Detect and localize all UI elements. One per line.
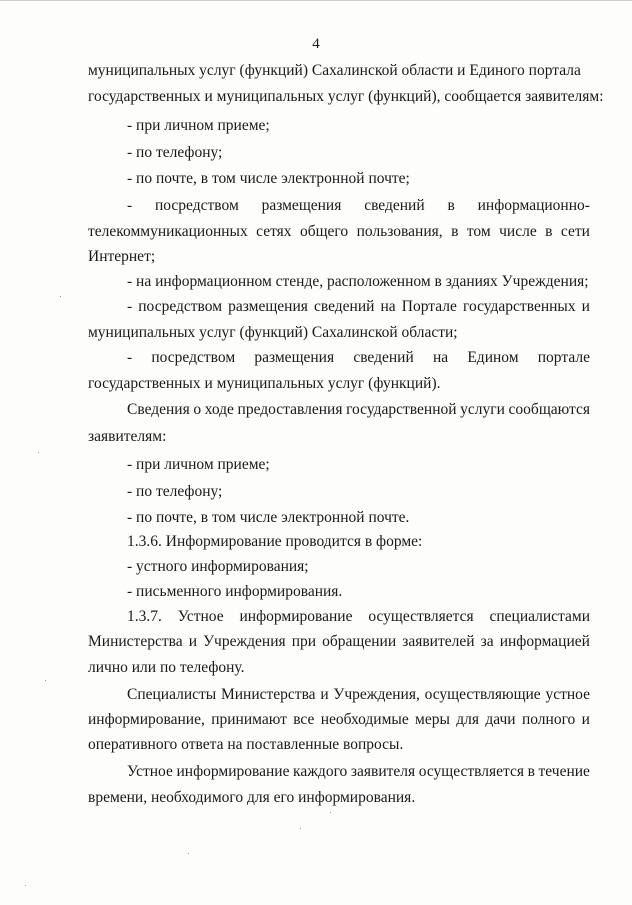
word: полного <box>521 711 576 728</box>
word: специалистами <box>489 608 590 625</box>
paragraph-specialists-line-2 <box>88 710 590 730</box>
text-line-8: Интернет; <box>88 248 156 265</box>
text-line-12 <box>127 348 590 368</box>
paragraph-oral-time-line-1 <box>127 762 590 782</box>
word: и <box>188 633 197 650</box>
word: размещения <box>228 298 308 315</box>
word: и <box>320 686 329 703</box>
scan-speck <box>330 812 331 813</box>
text-line-7 <box>88 222 590 242</box>
text-line-14 <box>127 400 590 420</box>
word: Устное <box>127 763 173 780</box>
list-item-phone: - по телефону; <box>127 144 223 161</box>
word: информирование, <box>88 711 205 728</box>
word: Устное <box>177 608 224 625</box>
word: заявителей <box>402 633 475 650</box>
word: информацией <box>499 633 590 650</box>
section-1-3-7-line-3: лично или по телефону. <box>88 659 245 676</box>
word: Министерства <box>88 633 183 650</box>
word: обращении <box>322 633 397 650</box>
paragraph-specialists-line-3: оперативного ответа на поставленные вопросы. <box>88 736 404 753</box>
word: сети <box>560 223 590 240</box>
word: все <box>293 711 315 728</box>
word: - <box>127 298 133 315</box>
word: заявителя <box>350 763 416 780</box>
list-item-mail: - по почте, в том числе электронной почте; <box>127 170 410 187</box>
word: портале <box>537 349 590 366</box>
word: Учреждения <box>203 633 286 650</box>
word: посредством <box>155 197 239 214</box>
text-line-6 <box>127 196 590 216</box>
word: осуществляется <box>418 763 524 780</box>
list-item-info-stand: - на информационном стенде, расположенном в зданиях Учреждения; <box>127 273 589 290</box>
scan-speck <box>25 885 26 886</box>
word: посредством <box>151 349 236 366</box>
paragraph-specialists-line-1 <box>127 685 590 705</box>
word: информирование <box>239 608 353 625</box>
text-line-15: заявителям: <box>88 428 167 445</box>
list-item-written: - письменного информирования. <box>127 583 343 600</box>
word: дачи <box>485 711 516 728</box>
word: 1.3.7. <box>127 608 162 625</box>
word: услуги <box>460 401 505 418</box>
word: при <box>291 633 317 650</box>
word: меры <box>415 711 450 728</box>
word: пользования, <box>356 223 443 240</box>
list-item-in-person-2: - при личном приеме; <box>127 456 270 473</box>
scan-speck <box>45 680 46 681</box>
word: в <box>545 223 553 240</box>
word: числе <box>499 223 537 240</box>
word: том <box>466 223 491 240</box>
scan-speck <box>188 853 189 854</box>
word: ходе <box>204 401 234 418</box>
word: Учреждения, <box>333 686 420 703</box>
text-line-10 <box>127 297 590 317</box>
word: Едином <box>467 349 519 366</box>
word: необходимые <box>320 711 409 728</box>
word: и <box>581 711 590 728</box>
word: общего <box>299 223 349 240</box>
list-item-oral: - устного информирования; <box>127 558 309 575</box>
text-line-11: муниципальных услуг (функций) Сахалинской области; <box>88 324 458 341</box>
text-line-1: муниципальных услуг (функций) Сахалинской области и Единого портала <box>88 62 581 79</box>
paragraph-oral-time-line-2: времени, необходимого для его информирования. <box>88 789 416 806</box>
word: для <box>456 711 480 728</box>
word: в <box>527 763 535 780</box>
word: государственных <box>462 298 576 315</box>
word: сообщаются <box>508 401 590 418</box>
word: размещения <box>254 349 335 366</box>
word: сведений <box>313 298 375 315</box>
word: сетях <box>256 223 292 240</box>
word: и <box>581 298 590 315</box>
page-number: 4 <box>312 36 320 52</box>
word: на <box>432 349 449 366</box>
section-1-3-7-line-1 <box>127 607 590 627</box>
section-1-3-7-line-2 <box>88 632 590 652</box>
list-item-phone-2: - по телефону; <box>127 483 223 500</box>
word: телекоммуникационных <box>88 223 248 240</box>
word: посредством <box>138 298 223 315</box>
word: Портале <box>401 298 457 315</box>
list-item-mail-2: - по почте, в том числе электронной почте. <box>127 509 410 526</box>
word: течение <box>538 763 590 780</box>
scan-speck <box>38 452 39 453</box>
word: размещения <box>261 197 342 214</box>
word: информационно- <box>477 197 590 214</box>
word: Министерства <box>220 686 316 703</box>
word: за <box>480 633 494 650</box>
word: на <box>380 298 396 315</box>
word: Сведения <box>127 401 190 418</box>
word: - <box>127 349 133 366</box>
list-item-in-person: - при личном приеме; <box>127 117 270 134</box>
word: сведений <box>364 197 425 214</box>
scan-speck <box>60 296 61 297</box>
word: сведений <box>353 349 414 366</box>
text-line-13: государственных и муниципальных услуг (функций). <box>88 375 441 392</box>
scan-speck <box>300 828 301 829</box>
word: о <box>193 401 202 418</box>
word: Специалисты <box>127 686 217 703</box>
word: государственной <box>346 401 457 418</box>
word: в <box>447 197 455 214</box>
word: устное <box>545 686 590 703</box>
word: предоставления <box>237 401 343 418</box>
word: информирование <box>176 763 290 780</box>
word: осуществляется <box>368 608 474 625</box>
scan-top-edge <box>0 0 632 1</box>
word: осуществляющие <box>424 686 541 703</box>
section-1-3-6: 1.3.6. Информирование проводится в форме: <box>127 533 423 550</box>
word: в <box>451 223 459 240</box>
word: каждого <box>293 763 348 780</box>
word: - <box>127 197 133 214</box>
word: принимают <box>211 711 287 728</box>
text-line-2: государственных и муниципальных услуг (функций), сообщается заявителям: <box>88 88 604 105</box>
